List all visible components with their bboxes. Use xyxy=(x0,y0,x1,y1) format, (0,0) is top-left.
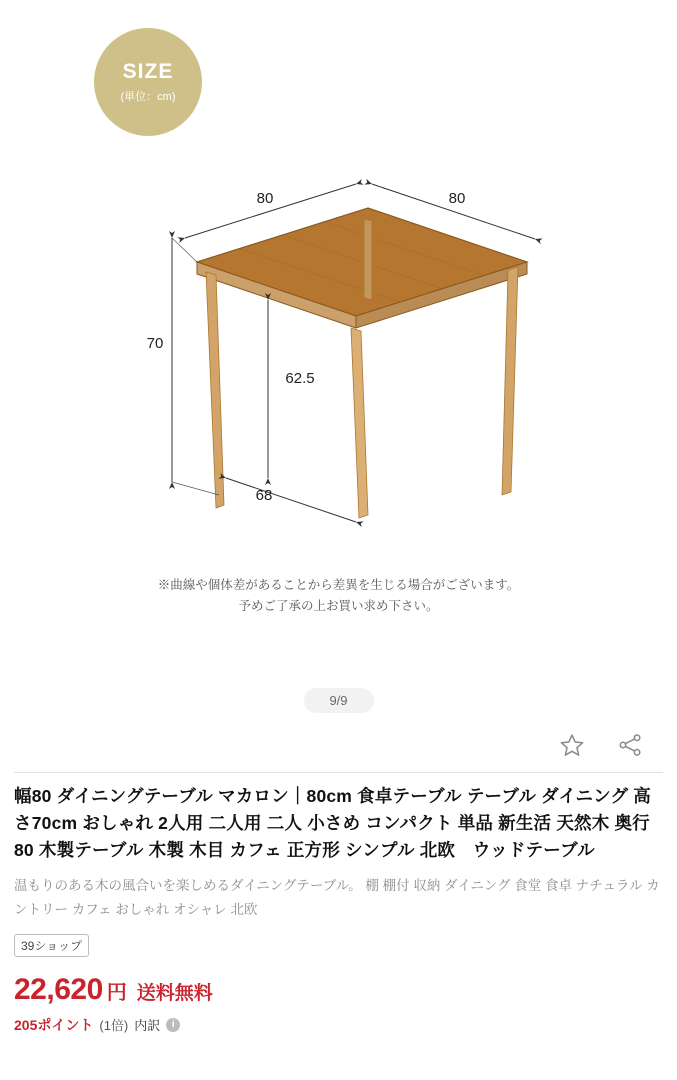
image-note xyxy=(0,575,677,618)
share-icon[interactable] xyxy=(615,730,645,760)
price-row xyxy=(14,973,663,1007)
image-note-line1: ※曲線や個体差があることから差異を生じる場合がございます。 xyxy=(157,578,520,592)
gallery-pager: 9/9 xyxy=(304,688,374,713)
size-badge-unit: (単位：cm) xyxy=(120,91,176,104)
price-currency: 円 xyxy=(106,981,127,1004)
shop-count-badge[interactable]: 39ショップ xyxy=(14,934,89,957)
points-breakdown-link[interactable]: 内訳 xyxy=(134,1018,161,1034)
info-icon[interactable]: i xyxy=(166,1018,180,1032)
size-badge-title: SIZE xyxy=(122,59,174,83)
product-description: 温もりのある木の風合いを楽しめるダイニングテーブル。 棚 棚付 収納 ダイニング 食堂 食卓 ナチュラル カントリー カフェ おしゃれ オシャレ 北欧 xyxy=(14,878,660,917)
dim-height-total: 70 xyxy=(146,335,164,352)
points-rate: (1倍) xyxy=(99,1018,129,1034)
points-value: 205ポイント xyxy=(14,1016,94,1033)
info-divider xyxy=(14,772,663,773)
product-info xyxy=(0,772,677,1035)
free-shipping-label: 送料無料 xyxy=(136,982,213,1004)
favorite-star-icon[interactable] xyxy=(557,730,587,760)
action-bar xyxy=(0,724,677,770)
product-title[interactable]: 幅80 ダイニングテーブル マカロン｜80cm 食卓テーブル テーブル ダイニング 高さ70cm おしゃれ 2人用 二人用 二人 小さめ コンパクト 単品 新生活 天然木 奥行80 木製テーブル 木製 木目 カフェ 正方形 シンプル 北欧 ウッドテーブル xyxy=(14,786,651,861)
points-row xyxy=(14,1015,663,1035)
image-note-line2: 予めご了承の上お買い求め下さい。 xyxy=(238,599,439,614)
dim-height-under: 62.5 xyxy=(285,370,315,387)
dim-depth-leg: 68 xyxy=(255,487,273,504)
price-value: 22,620 xyxy=(14,972,103,1006)
dim-top-right: 80 xyxy=(448,190,466,207)
gallery-pager-wrap xyxy=(0,672,677,724)
dim-top-left: 80 xyxy=(256,190,274,207)
